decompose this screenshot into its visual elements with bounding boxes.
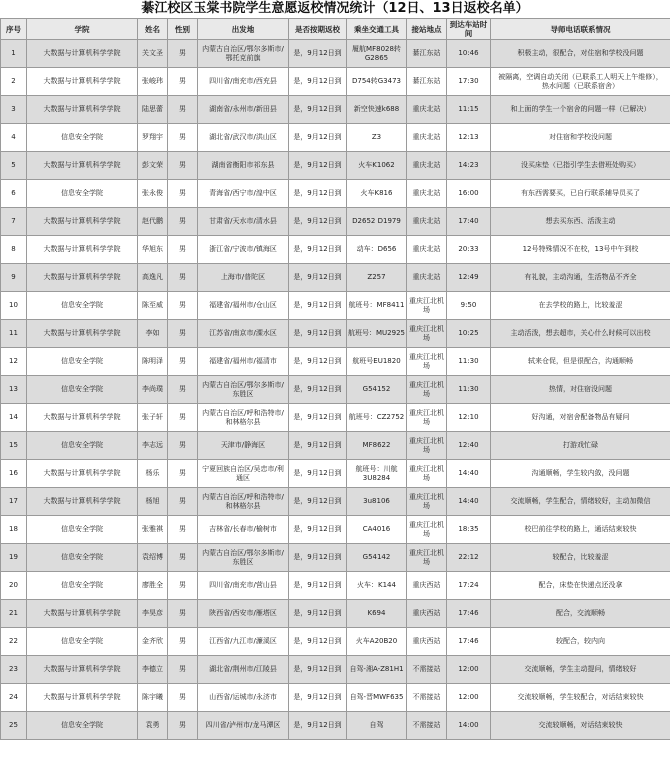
index-cell: 14: [1, 404, 27, 432]
gender-cell: 男: [168, 404, 198, 432]
college-cell: 信息安全学院: [27, 544, 138, 572]
on-time-cell: 是，9月12日到: [289, 684, 347, 712]
arrival-time-cell: 12:10: [447, 404, 491, 432]
college-cell: 大数据与计算机科学学院: [27, 684, 138, 712]
index-cell: 1: [1, 40, 27, 68]
arrival-time-cell: 20:33: [447, 236, 491, 264]
gender-cell: 男: [168, 656, 198, 684]
origin-cell: 天津市/静海区: [198, 432, 289, 460]
name-cell: 陈至威: [138, 292, 168, 320]
gender-cell: 男: [168, 320, 198, 348]
pickup-location-cell: 重庆江北机场: [407, 544, 447, 572]
transport-cell: 新空快速k688: [347, 96, 407, 124]
pickup-location-cell: 重庆北站: [407, 180, 447, 208]
table-row: [1, 712, 670, 740]
name-cell: 李志远: [138, 432, 168, 460]
pickup-location-cell: 重庆江北机场: [407, 320, 447, 348]
gender-cell: 男: [168, 68, 198, 96]
index-cell: 4: [1, 124, 27, 152]
transport-cell: 航班号：MF8411: [347, 292, 407, 320]
college-cell: 信息安全学院: [27, 180, 138, 208]
origin-cell: 湖南省衡阳市祁东县: [198, 152, 289, 180]
gender-cell: 男: [168, 348, 198, 376]
arrival-time-cell: 11:30: [447, 376, 491, 404]
name-cell: 李德立: [138, 656, 168, 684]
arrival-time-cell: 14:00: [447, 712, 491, 740]
name-cell: 廖胜全: [138, 572, 168, 600]
arrival-time-cell: 12:49: [447, 264, 491, 292]
origin-cell: 湖北省/荆州市/江陵县: [198, 656, 289, 684]
arrival-time-cell: 14:23: [447, 152, 491, 180]
index-cell: 12: [1, 348, 27, 376]
origin-cell: 内蒙古自治区/鄂尔多斯市/东胜区: [198, 544, 289, 572]
arrival-time-cell: 10:46: [447, 40, 491, 68]
pickup-location-cell: 重庆江北机场: [407, 488, 447, 516]
name-cell: 袁勇: [138, 712, 168, 740]
table-row: [1, 152, 670, 180]
arrival-time-cell: 17:24: [447, 572, 491, 600]
transport-cell: K694: [347, 600, 407, 628]
gender-cell: 男: [168, 432, 198, 460]
college-cell: 信息安全学院: [27, 124, 138, 152]
table-row: [1, 180, 670, 208]
on-time-cell: 是，9月12日到: [289, 264, 347, 292]
mentor-contact-cell: 对住宿和学校没问题: [491, 124, 670, 152]
college-cell: 大数据与计算机科学学院: [27, 656, 138, 684]
arrival-time-cell: 22:12: [447, 544, 491, 572]
mentor-contact-cell: 交流较顺畅，学生较配合，对话结束较快: [491, 684, 670, 712]
on-time-cell: 是，9月12日到: [289, 152, 347, 180]
mentor-contact-cell: 和上面的学生一个宿舍的问题一样（已解决）: [491, 96, 670, 124]
transport-cell: G54142: [347, 544, 407, 572]
transport-cell: 火车A20B20: [347, 628, 407, 656]
name-cell: 陈明泽: [138, 348, 168, 376]
gender-cell: 男: [168, 96, 198, 124]
on-time-cell: 是，9月12日到: [289, 68, 347, 96]
col-header-pickup: 接站地点: [407, 19, 447, 40]
pickup-location-cell: 重庆江北机场: [407, 348, 447, 376]
arrival-time-cell: 12:13: [447, 124, 491, 152]
origin-cell: 四川省/泸州市/龙马潭区: [198, 712, 289, 740]
origin-cell: 青海省/西宁市/湟中区: [198, 180, 289, 208]
table-row: [1, 376, 670, 404]
table-row: [1, 516, 670, 544]
pickup-location-cell: 重庆北站: [407, 264, 447, 292]
index-cell: 16: [1, 460, 27, 488]
col-header-transport: 乘坐交通工具: [347, 19, 407, 40]
origin-cell: 四川省/南充市/营山县: [198, 572, 289, 600]
table-row: [1, 404, 670, 432]
transport-cell: G54152: [347, 376, 407, 404]
table-row: [1, 96, 670, 124]
table-row: [1, 488, 670, 516]
gender-cell: 男: [168, 460, 198, 488]
table-row: [1, 124, 670, 152]
pickup-location-cell: 不需接站: [407, 656, 447, 684]
gender-cell: 男: [168, 208, 198, 236]
page-title: 綦江校区玉棠书院学生意愿返校情况统计（12日、13日返校名单）: [141, 1, 529, 16]
pickup-location-cell: 重庆北站: [407, 236, 447, 264]
index-cell: 21: [1, 600, 27, 628]
college-cell: 信息安全学院: [27, 432, 138, 460]
gender-cell: 男: [168, 628, 198, 656]
on-time-cell: 是，9月12日到: [289, 348, 347, 376]
table-row: [1, 40, 670, 68]
gender-cell: 男: [168, 684, 198, 712]
transport-cell: Z257: [347, 264, 407, 292]
on-time-cell: 是，9月12日到: [289, 488, 347, 516]
table-row: [1, 460, 670, 488]
gender-cell: 男: [168, 516, 198, 544]
transport-cell: 航班号EU1820: [347, 348, 407, 376]
college-cell: 信息安全学院: [27, 516, 138, 544]
name-cell: 李如: [138, 320, 168, 348]
college-cell: 大数据与计算机科学学院: [27, 68, 138, 96]
index-cell: 13: [1, 376, 27, 404]
transport-cell: D2652 D1979: [347, 208, 407, 236]
on-time-cell: 是，9月12日到: [289, 544, 347, 572]
pickup-location-cell: 綦江东站: [407, 40, 447, 68]
arrival-time-cell: 12:40: [447, 432, 491, 460]
college-cell: 大数据与计算机科学学院: [27, 208, 138, 236]
index-cell: 6: [1, 180, 27, 208]
table-row: [1, 684, 670, 712]
college-cell: 大数据与计算机科学学院: [27, 320, 138, 348]
name-cell: 华旭东: [138, 236, 168, 264]
transport-cell: 自驾-湘A-Z81H1: [347, 656, 407, 684]
name-cell: 金齐欣: [138, 628, 168, 656]
table-row: [1, 68, 670, 96]
on-time-cell: 是，9月12日到: [289, 572, 347, 600]
index-cell: 2: [1, 68, 27, 96]
origin-cell: 内蒙古自治区/呼和浩特市/和林格尔县: [198, 488, 289, 516]
mentor-contact-cell: 在去学校的路上，比较羞涩: [491, 292, 670, 320]
transport-cell: Z3: [347, 124, 407, 152]
table-row: [1, 544, 670, 572]
table-row: [1, 348, 670, 376]
header-row: [1, 19, 670, 40]
name-cell: 李昊彦: [138, 600, 168, 628]
transport-cell: MF8622: [347, 432, 407, 460]
college-cell: 信息安全学院: [27, 712, 138, 740]
mentor-contact-cell: 配合，交流顺畅: [491, 600, 670, 628]
pickup-location-cell: 重庆江北机场: [407, 460, 447, 488]
mentor-contact-cell: 较配合，比较羞涩: [491, 544, 670, 572]
col-header-name: 姓名: [138, 19, 168, 40]
transport-cell: 自驾-晋MWF635: [347, 684, 407, 712]
gender-cell: 男: [168, 292, 198, 320]
college-cell: 大数据与计算机科学学院: [27, 488, 138, 516]
mentor-contact-cell: 交流顺畅，学生主动提问，情绪较好: [491, 656, 670, 684]
gender-cell: 男: [168, 124, 198, 152]
on-time-cell: 是，9月12日到: [289, 320, 347, 348]
gender-cell: 男: [168, 572, 198, 600]
index-cell: 7: [1, 208, 27, 236]
college-cell: 信息安全学院: [27, 292, 138, 320]
name-cell: 高逸凡: [138, 264, 168, 292]
arrival-time-cell: 17:40: [447, 208, 491, 236]
mentor-contact-cell: 主动活泼，想去超市，关心什么时候可以出校: [491, 320, 670, 348]
on-time-cell: 是，9月12日到: [289, 376, 347, 404]
pickup-location-cell: 重庆北站: [407, 96, 447, 124]
index-cell: 25: [1, 712, 27, 740]
name-cell: 张峻玮: [138, 68, 168, 96]
transport-cell: 3u8106: [347, 488, 407, 516]
transport-cell: 动车：D656: [347, 236, 407, 264]
transport-cell: 火车K816: [347, 180, 407, 208]
origin-cell: 福建省/福州市/福清市: [198, 348, 289, 376]
mentor-contact-cell: 沟通顺畅，学生较内敛，没问题: [491, 460, 670, 488]
name-cell: 张雅祺: [138, 516, 168, 544]
mentor-contact-cell: 交流顺畅，学生配合，情绪较好，主动加微信: [491, 488, 670, 516]
transport-cell: 航班号：川航3U8284: [347, 460, 407, 488]
college-cell: 信息安全学院: [27, 628, 138, 656]
college-cell: 大数据与计算机科学学院: [27, 600, 138, 628]
arrival-time-cell: 11:30: [447, 348, 491, 376]
arrival-time-cell: 9:50: [447, 292, 491, 320]
college-cell: 大数据与计算机科学学院: [27, 264, 138, 292]
on-time-cell: 是，9月12日到: [289, 656, 347, 684]
arrival-time-cell: 11:15: [447, 96, 491, 124]
college-cell: 信息安全学院: [27, 572, 138, 600]
college-cell: 大数据与计算机科学学院: [27, 404, 138, 432]
pickup-location-cell: 綦江东站: [407, 68, 447, 96]
college-cell: 大数据与计算机科学学院: [27, 236, 138, 264]
mentor-contact-cell: 打游戏忙碌: [491, 432, 670, 460]
arrival-time-cell: 12:00: [447, 656, 491, 684]
mentor-contact-cell: 有东西需要买，已自行联系辅导员买了: [491, 180, 670, 208]
index-cell: 24: [1, 684, 27, 712]
transport-cell: 航班号：CZ2752: [347, 404, 407, 432]
mentor-contact-cell: 较配合，较内向: [491, 628, 670, 656]
transport-cell: 自驾: [347, 712, 407, 740]
name-cell: 张子轩: [138, 404, 168, 432]
mentor-contact-cell: 被隔离，空调自动关闭（已联系工人明天上午维修），热水问题（已联系宿舍）: [491, 68, 670, 96]
on-time-cell: 是，9月12日到: [289, 208, 347, 236]
gender-cell: 男: [168, 600, 198, 628]
college-cell: 信息安全学院: [27, 376, 138, 404]
col-header-gender: 性别: [168, 19, 198, 40]
arrival-time-cell: 17:46: [447, 600, 491, 628]
pickup-location-cell: 重庆北站: [407, 152, 447, 180]
table-row: [1, 320, 670, 348]
pickup-location-cell: 重庆西站: [407, 600, 447, 628]
name-cell: 张永俊: [138, 180, 168, 208]
origin-cell: 内蒙古自治区/鄂尔多斯市/东胜区: [198, 376, 289, 404]
mentor-contact-cell: 轼来仓促，但是很配合，沟通顺畅: [491, 348, 670, 376]
origin-cell: 陕西省/西安市/雁塔区: [198, 600, 289, 628]
table-row: [1, 292, 670, 320]
index-cell: 17: [1, 488, 27, 516]
col-header-arrival-time: 到达车站时间: [447, 19, 491, 40]
origin-cell: 内蒙古自治区/呼和浩特市/和林格尔县: [198, 404, 289, 432]
pickup-location-cell: 重庆江北机场: [407, 376, 447, 404]
on-time-cell: 是，9月12日到: [289, 712, 347, 740]
college-cell: 信息安全学院: [27, 348, 138, 376]
name-cell: 彭文荣: [138, 152, 168, 180]
gender-cell: 男: [168, 712, 198, 740]
on-time-cell: 是，9月12日到: [289, 432, 347, 460]
col-header-college: 学院: [27, 19, 138, 40]
student-return-table: [0, 18, 670, 740]
origin-cell: 江西省/九江市/濂溪区: [198, 628, 289, 656]
name-cell: 陈宇曦: [138, 684, 168, 712]
table-row: [1, 236, 670, 264]
name-cell: 杨旭: [138, 488, 168, 516]
table-row: [1, 600, 670, 628]
pickup-location-cell: 重庆江北机场: [407, 516, 447, 544]
col-header-on-time: 是否按期返校: [289, 19, 347, 40]
pickup-location-cell: 重庆江北机场: [407, 432, 447, 460]
pickup-location-cell: 不需接站: [407, 712, 447, 740]
mentor-contact-cell: 配合，床垫在快递点还没拿: [491, 572, 670, 600]
college-cell: 大数据与计算机科学学院: [27, 152, 138, 180]
table-row: [1, 264, 670, 292]
name-cell: 赵代鹏: [138, 208, 168, 236]
origin-cell: 内蒙古自治区/鄂尔多斯市/鄂托克前旗: [198, 40, 289, 68]
transport-cell: 火车：K144: [347, 572, 407, 600]
mentor-contact-cell: 积极主动，很配合，对住宿和学校没问题: [491, 40, 670, 68]
mentor-contact-cell: 有礼貌，主动沟通，生活物品不齐全: [491, 264, 670, 292]
gender-cell: 男: [168, 544, 198, 572]
arrival-time-cell: 14:40: [447, 488, 491, 516]
transport-cell: 航班号：MU2925: [347, 320, 407, 348]
name-cell: 陆思蕾: [138, 96, 168, 124]
mentor-contact-cell: 校巴前往学校的路上，通话结束较快: [491, 516, 670, 544]
mentor-contact-cell: 没买床垫（已指引学生去借班处购买）: [491, 152, 670, 180]
arrival-time-cell: 17:30: [447, 68, 491, 96]
transport-cell: D754转G3473: [347, 68, 407, 96]
origin-cell: 宁夏回族自治区/吴忠市/利通区: [198, 460, 289, 488]
mentor-contact-cell: 交流较顺畅，对话结束较快: [491, 712, 670, 740]
origin-cell: 山西省/运城市/永济市: [198, 684, 289, 712]
on-time-cell: 是，9月12日到: [289, 180, 347, 208]
index-cell: 11: [1, 320, 27, 348]
name-cell: 关文圣: [138, 40, 168, 68]
index-cell: 18: [1, 516, 27, 544]
name-cell: 李尚璞: [138, 376, 168, 404]
college-cell: 大数据与计算机科学学院: [27, 96, 138, 124]
origin-cell: 吉林省/长春市/榆树市: [198, 516, 289, 544]
table-row: [1, 656, 670, 684]
index-cell: 3: [1, 96, 27, 124]
index-cell: 22: [1, 628, 27, 656]
col-header-index: 序号: [1, 19, 27, 40]
index-cell: 15: [1, 432, 27, 460]
on-time-cell: 是，9月12日到: [289, 96, 347, 124]
gender-cell: 男: [168, 152, 198, 180]
index-cell: 19: [1, 544, 27, 572]
gender-cell: 男: [168, 264, 198, 292]
name-cell: 罗翔宇: [138, 124, 168, 152]
on-time-cell: 是，9月12日到: [289, 628, 347, 656]
on-time-cell: 是，9月12日到: [289, 40, 347, 68]
origin-cell: 福建省/福州市/仓山区: [198, 292, 289, 320]
college-cell: 大数据与计算机科学学院: [27, 40, 138, 68]
arrival-time-cell: 10:25: [447, 320, 491, 348]
transport-cell: 履航MF8028转G2865: [347, 40, 407, 68]
origin-cell: 湖南省/永州市/新田县: [198, 96, 289, 124]
pickup-location-cell: 不需接站: [407, 684, 447, 712]
origin-cell: 上海市/普陀区: [198, 264, 289, 292]
on-time-cell: 是，9月12日到: [289, 460, 347, 488]
index-cell: 20: [1, 572, 27, 600]
on-time-cell: 是，9月12日到: [289, 124, 347, 152]
arrival-time-cell: 17:46: [447, 628, 491, 656]
pickup-location-cell: 重庆江北机场: [407, 404, 447, 432]
arrival-time-cell: 16:00: [447, 180, 491, 208]
name-cell: 杨乐: [138, 460, 168, 488]
origin-cell: 湖北省/武汉市/洪山区: [198, 124, 289, 152]
pickup-location-cell: 重庆江北机场: [407, 292, 447, 320]
arrival-time-cell: 12:00: [447, 684, 491, 712]
gender-cell: 男: [168, 488, 198, 516]
mentor-contact-cell: 好沟通，对宿舍配备物品有疑问: [491, 404, 670, 432]
on-time-cell: 是，9月12日到: [289, 516, 347, 544]
table-row: [1, 628, 670, 656]
college-cell: 大数据与计算机科学学院: [27, 460, 138, 488]
arrival-time-cell: 18:35: [447, 516, 491, 544]
on-time-cell: 是，9月12日到: [289, 236, 347, 264]
gender-cell: 男: [168, 40, 198, 68]
index-cell: 9: [1, 264, 27, 292]
on-time-cell: 是，9月12日到: [289, 292, 347, 320]
pickup-location-cell: 重庆北站: [407, 208, 447, 236]
origin-cell: 甘肃省/天水市/清水县: [198, 208, 289, 236]
gender-cell: 男: [168, 376, 198, 404]
on-time-cell: 是，9月12日到: [289, 404, 347, 432]
arrival-time-cell: 14:40: [447, 460, 491, 488]
table-row: [1, 208, 670, 236]
col-header-origin: 出发地: [198, 19, 289, 40]
table-row: [1, 572, 670, 600]
index-cell: 23: [1, 656, 27, 684]
gender-cell: 男: [168, 180, 198, 208]
pickup-location-cell: 重庆西站: [407, 572, 447, 600]
gender-cell: 男: [168, 236, 198, 264]
table-body: [1, 40, 670, 740]
transport-cell: CA4016: [347, 516, 407, 544]
on-time-cell: 是，9月12日到: [289, 600, 347, 628]
mentor-contact-cell: 12号特殊情况不在校，13号中午到校: [491, 236, 670, 264]
index-cell: 10: [1, 292, 27, 320]
index-cell: 5: [1, 152, 27, 180]
origin-cell: 四川省/南充市/西充县: [198, 68, 289, 96]
mentor-contact-cell: 热情，对住宿没问题: [491, 376, 670, 404]
table-row: [1, 432, 670, 460]
transport-cell: 火车K1062: [347, 152, 407, 180]
mentor-contact-cell: 想去买东西、活泼主动: [491, 208, 670, 236]
origin-cell: 浙江省/宁波市/镇海区: [198, 236, 289, 264]
name-cell: 袁绍博: [138, 544, 168, 572]
col-header-mentor-contact: 导师电话联系情况: [491, 19, 670, 40]
index-cell: 8: [1, 236, 27, 264]
pickup-location-cell: 重庆北站: [407, 124, 447, 152]
pickup-location-cell: 重庆西站: [407, 628, 447, 656]
origin-cell: 江苏省/南京市/溧水区: [198, 320, 289, 348]
